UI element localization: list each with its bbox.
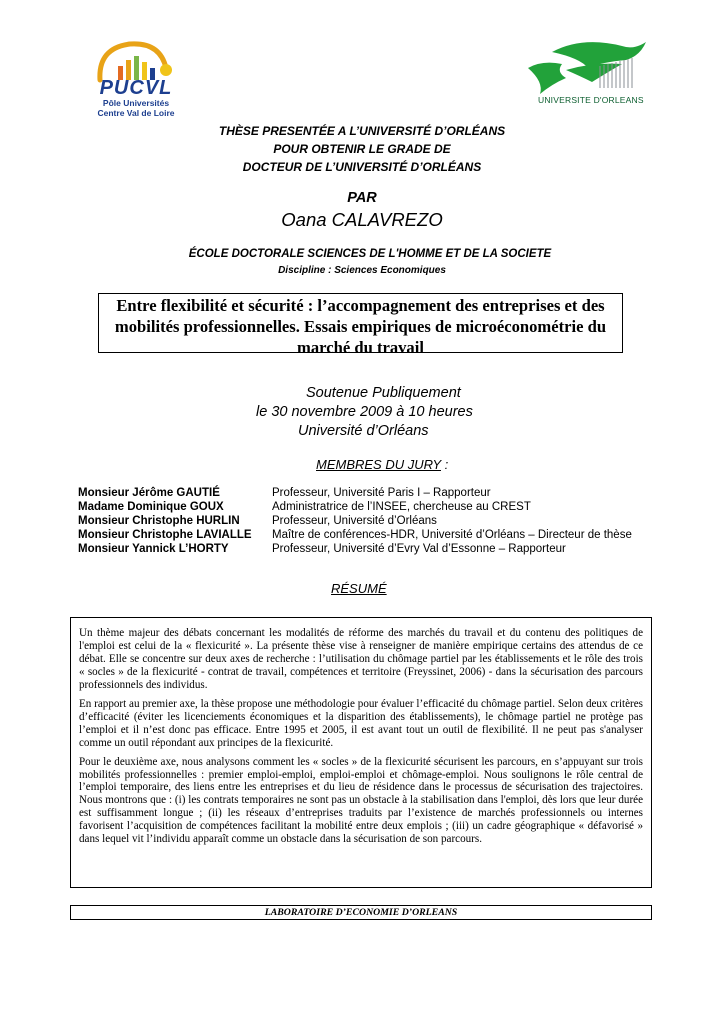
jury-member-name: Monsieur Yannick L’HORTY [78,543,229,555]
resume-paragraph-1: Un thème majeur des débats concernant les modalités de réforme des marchés du travail et du contenu des politiques de l'emploi est celui de la « flexicurité ». La présente thèse vise à renseigner de manière empirique certains des attendus de ce débat. Elle se concentre sur deux axes de recherche : l’utilisation du chômage partiel par les établissements et le rôle des trois « socles » de la flexicurité - contrat de travail, compétences et territoire (Freyssinet, 2006) - dans la sécurisation des parcours professionnels des individus. [79,627,643,691]
resume-box [70,617,652,888]
pucvl-line2: Centre Val de Loire [97,108,175,118]
jury-heading-text: MEMBRES DU JURY [316,457,441,472]
doctoral-school: ÉCOLE DOCTORALE SCIENCES DE L'HOMME ET DE LA SOCIETE [188,248,552,260]
jury-member [78,500,531,514]
resume-paragraph-2: En rapport au premier axe, la thèse propose une méthodologie pour évaluer l’efficacité du chômage partiel. Selon deux critères d’efficacité (éviter les licenciements économiques et la disparition des établissements), le chômage partiel ne protège pas l’emploi et il n’est donc pas efficace. Entre 1995 et 2005, il est avant tout un outil de flexibilité. Il ne peut pas s'analyser comme un outil répondant aux principes de la flexicurité. [79,697,643,749]
jury-member-role: Professeur, Université d’Orléans [272,515,437,527]
pucvl-name: PUCVL [99,77,173,99]
jury-member [78,486,491,500]
header-line-2: POUR OBTENIR LE GRADE DE [273,142,451,156]
jury-member-role: Professeur, Université d’Evry Val d’Essonne – Rapporteur [272,543,566,555]
defense-line-2: le 30 novembre 2009 à 10 heures [256,404,473,420]
universite-orleans-logo [522,38,650,100]
jury-member-role: Administratrice de l’INSEE, chercheuse au CREST [272,501,531,513]
jury-heading [316,457,448,472]
pucvl-logo-text [80,78,192,118]
thesis-title-line-3: marché du travail [297,338,424,357]
discipline: Discipline : Sciences Economiques [278,265,446,276]
resume-heading: RÉSUMÉ [331,581,387,596]
jury-member [78,528,632,542]
defense-line-3: Université d’Orléans [298,423,429,439]
pucvl-line1: Pôle Universités [102,98,170,108]
jury-member-name: Monsieur Jérôme GAUTIÉ [78,487,220,499]
header-line-1: THÈSE PRESENTÉE A L’UNIVERSITÉ D’ORLÉANS [218,124,506,138]
thesis-title-line-1: Entre flexibilité et sécurité : l’accompagnement des entreprises et des [116,296,605,315]
thesis-title-line-2: mobilités professionnelles. Essais empiriques de microéconométrie du [114,317,607,336]
par-label: PAR [347,190,377,206]
jury-heading-colon: : [440,457,449,472]
universite-orleans-label: UNIVERSITE D'ORLEANS [538,95,644,105]
jury-member-name: Monsieur Christophe HURLIN [78,515,240,527]
jury-member-name: Madame Dominique GOUX [78,501,224,513]
header-line-3: DOCTEUR DE L’UNIVERSITÉ D’ORLÉANS [242,160,482,174]
jury-member-role: Professeur, Université Paris I – Rapporteur [272,487,491,499]
thesis-title-box [98,293,623,357]
author-name: Oana CALAVREZO [281,209,443,230]
universite-orleans-logo-graphic [522,38,650,100]
jury-member-name: Monsieur Christophe LAVIALLE [78,529,252,541]
defense-line-1: Soutenue Publiquement [306,385,461,401]
jury-member [78,514,437,528]
laboratory-box [70,905,652,920]
jury-member [78,542,566,556]
jury-member-role: Maître de conférences-HDR, Université d’Orléans – Directeur de thèse [272,529,632,541]
resume-paragraph-3: Pour le deuxième axe, nous analysons comment les « socles » de la flexicurité sécurisent les parcours, en s’appuyant sur trois mobilités professionnelles : premier emploi-emploi, emploi-emploi et chômage-emploi. Nous soulignons le rôle central de l’emploi temporaire, des liens entre les entreprises et du lieu de résidence dans le processus de sécurisation des trajectoires. Nous montrons que : (i) les contrats temporaires ne sont pas un obstacle à la stabilisation dans l'emploi, dès lors que leur durée est suffisamment longue ; (ii) les réseaux d’entreprises traduits par l’existence de marchés professionnels ou internes favorisent l’acquisition de compétences facilitant la mobilité entre deux emplois ; (iii) un cadre géographique « défavorisé » dans lequel vit l’individu apparaît comme un obstacle dans la sécurisation de son parcours. [79,755,643,846]
laboratory-name: LABORATOIRE D’ECONOMIE D’ORLEANS [264,907,458,918]
